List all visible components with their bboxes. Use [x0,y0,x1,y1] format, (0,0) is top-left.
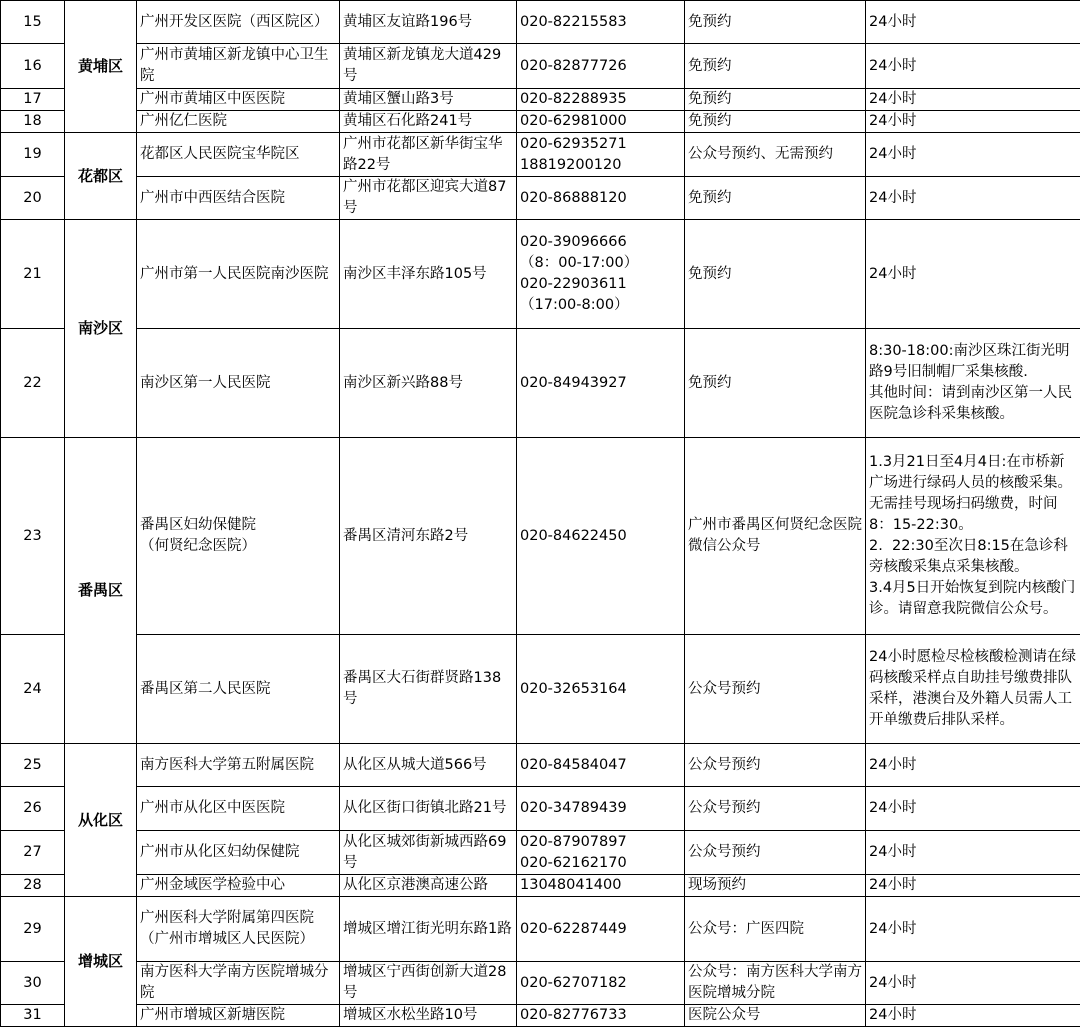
row-number: 23 [1,438,65,635]
phone: 020-39096666 （8：00-17:00） 020-22903611 （17:00-8:00） [517,220,685,329]
hospital-name: 广州亿仁医院 [137,111,340,133]
hospital-name: 广州开发区医院（西区院区） [137,1,340,44]
service-hours: 24小时 [866,787,1080,831]
phone: 020-82877726 [517,44,685,89]
address: 增城区水松坐路10号 [340,1005,517,1027]
table-row [1,897,1080,962]
phone: 020-82776733 [517,1005,685,1027]
row-number: 26 [1,787,65,831]
address: 黄埔区蟹山路3号 [340,89,517,111]
row-number: 25 [1,744,65,787]
service-hours: 24小时 [866,897,1080,962]
booking-method: 公众号预约 [685,831,866,875]
table-row [1,1,1080,44]
service-hours: 24小时 [866,220,1080,329]
phone: 020-34789439 [517,787,685,831]
booking-method: 免预约 [685,329,866,438]
phone: 020-84622450 [517,438,685,635]
phone: 020-82288935 [517,89,685,111]
table-row [1,962,1080,1005]
row-number: 24 [1,635,65,744]
row-number: 15 [1,1,65,44]
phone: 020-62707182 [517,962,685,1005]
address: 广州市花都区迎宾大道87号 [340,177,517,220]
table-row [1,220,1080,329]
table-row [1,1005,1080,1027]
hospital-name: 南方医科大学南方医院增城分院 [137,962,340,1005]
booking-method: 免预约 [685,44,866,89]
address: 增城区增江街光明东路1路 [340,897,517,962]
row-number: 29 [1,897,65,962]
phone: 13048041400 [517,875,685,897]
hospital-name: 广州市黄埔区中医医院 [137,89,340,111]
hospital-name: 广州市增城区新塘医院 [137,1005,340,1027]
booking-method: 免预约 [685,220,866,329]
service-hours: 24小时 [866,133,1080,177]
phone: 020-82215583 [517,1,685,44]
hospital-name: 广州市黄埔区新龙镇中心卫生院 [137,44,340,89]
booking-method: 免预约 [685,1,866,44]
row-number: 16 [1,44,65,89]
row-number: 20 [1,177,65,220]
service-hours: 24小时 [866,744,1080,787]
district-cell: 增城区 [65,897,137,1027]
phone: 020-84943927 [517,329,685,438]
table-row [1,831,1080,875]
table-row [1,44,1080,89]
hospital-name: 广州市从化区中医医院 [137,787,340,831]
row-number: 18 [1,111,65,133]
booking-method: 公众号预约 [685,635,866,744]
booking-method: 医院公众号 [685,1005,866,1027]
table-row [1,635,1080,744]
address: 黄埔区友谊路196号 [340,1,517,44]
service-hours: 1.3月21日至4月4日:在市桥新广场进行绿码人员的核酸采集。无需挂号现场扫码缴费，时间8：15-22:30。 2. 22:30至次日8:15在急诊科旁核酸采集点采集核酸。 3.4月5日开始恢复到院内核酸门诊。请留意我院微信公众号。 [866,438,1080,635]
hospital-name: 番禺区妇幼保健院 （何贤纪念医院） [137,438,340,635]
hospital-name: 广州医科大学附属第四医院（广州市增城区人民医院） [137,897,340,962]
address: 从化区京港澳高速公路 [340,875,517,897]
booking-method: 公众号预约 [685,787,866,831]
address: 广州市花都区新华街宝华路22号 [340,133,517,177]
phone: 020-62935271 18819200120 [517,133,685,177]
row-number: 22 [1,329,65,438]
phone: 020-62981000 [517,111,685,133]
booking-method: 公众号预约 [685,744,866,787]
table-row [1,744,1080,787]
row-number: 19 [1,133,65,177]
address: 从化区街口街镇北路21号 [340,787,517,831]
booking-method: 现场预约 [685,875,866,897]
booking-method: 公众号：南方医科大学南方医院增城分院 [685,962,866,1005]
service-hours: 24小时 [866,875,1080,897]
booking-method: 公众号预约、无需预约 [685,133,866,177]
service-hours: 24小时 [866,89,1080,111]
address: 南沙区新兴路88号 [340,329,517,438]
service-hours: 24小时 [866,111,1080,133]
district-cell: 南沙区 [65,220,137,438]
hospital-name: 花都区人民医院宝华院区 [137,133,340,177]
table-row [1,89,1080,111]
hospital-name: 广州金域医学检验中心 [137,875,340,897]
district-cell: 花都区 [65,133,137,220]
district-cell: 从化区 [65,744,137,897]
row-number: 28 [1,875,65,897]
booking-method: 免预约 [685,111,866,133]
phone: 020-32653164 [517,635,685,744]
table-row [1,329,1080,438]
service-hours: 24小时 [866,831,1080,875]
table-row [1,133,1080,177]
district-cell: 番禺区 [65,438,137,744]
hospital-name: 南沙区第一人民医院 [137,329,340,438]
service-hours: 24小时愿检尽检核酸检测请在绿码核酸采样点自助挂号缴费排队采样，港澳台及外籍人员需人工开单缴费后排队采样。 [866,635,1080,744]
phone: 020-86888120 [517,177,685,220]
booking-method: 免预约 [685,177,866,220]
hospital-name: 南方医科大学第五附属医院 [137,744,340,787]
table-row [1,438,1080,635]
address: 番禺区清河东路2号 [340,438,517,635]
hospital-name: 广州市从化区妇幼保健院 [137,831,340,875]
service-hours: 24小时 [866,962,1080,1005]
address: 从化区从城大道566号 [340,744,517,787]
phone: 020-87907897 020-62162170 [517,831,685,875]
booking-method: 公众号：广医四院 [685,897,866,962]
row-number: 21 [1,220,65,329]
service-hours: 8:30-18:00:南沙区珠江街光明路9号旧制帽厂采集核酸. 其他时间：请到南沙区第一人民医院急诊科采集核酸。 [866,329,1080,438]
address: 番禺区大石街群贤路138号 [340,635,517,744]
row-number: 30 [1,962,65,1005]
table-row [1,111,1080,133]
address: 南沙区丰泽东路105号 [340,220,517,329]
address: 黄埔区新龙镇龙大道429号 [340,44,517,89]
service-hours: 24小时 [866,1,1080,44]
table-row [1,787,1080,831]
row-number: 17 [1,89,65,111]
booking-method: 广州市番禺区何贤纪念医院微信公众号 [685,438,866,635]
service-hours: 24小时 [866,1005,1080,1027]
address: 从化区城郊街新城西路69号 [340,831,517,875]
row-number: 27 [1,831,65,875]
table-row [1,177,1080,220]
table-row [1,875,1080,897]
phone: 020-84584047 [517,744,685,787]
address: 增城区宁西街创新大道28号 [340,962,517,1005]
address: 黄埔区石化路241号 [340,111,517,133]
service-hours: 24小时 [866,177,1080,220]
hospital-name: 广州市第一人民医院南沙医院 [137,220,340,329]
phone: 020-62287449 [517,897,685,962]
row-number: 31 [1,1005,65,1027]
hospital-name: 番禺区第二人民医院 [137,635,340,744]
district-cell: 黄埔区 [65,1,137,133]
booking-method: 免预约 [685,89,866,111]
service-hours: 24小时 [866,44,1080,89]
hospital-name: 广州市中西医结合医院 [137,177,340,220]
